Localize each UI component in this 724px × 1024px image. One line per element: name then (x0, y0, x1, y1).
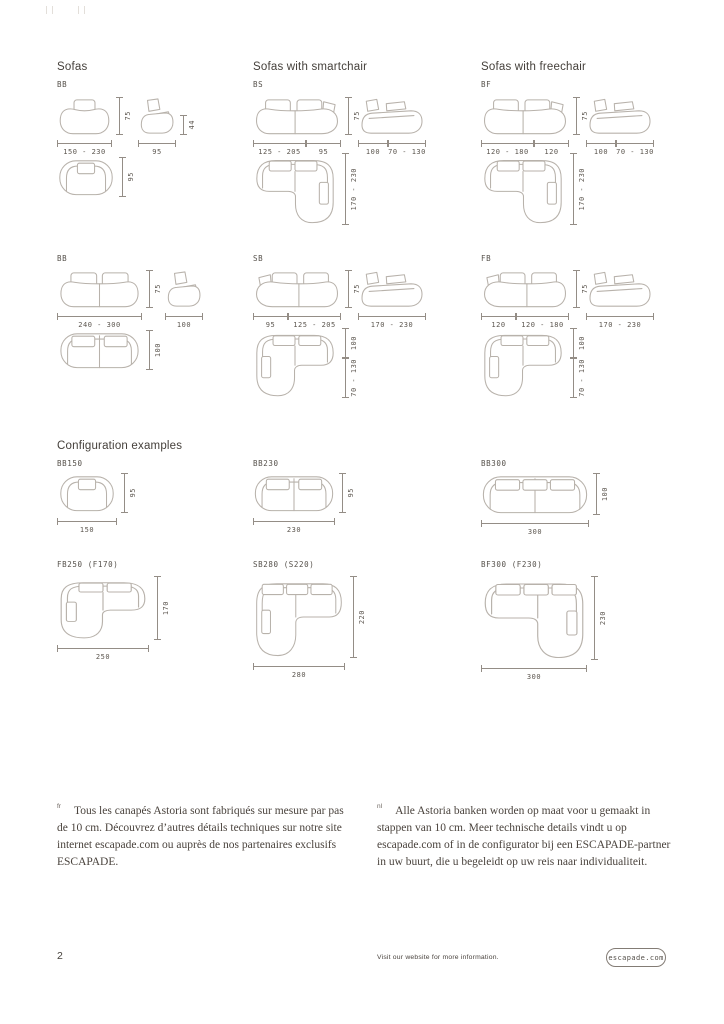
footnote-dutch (377, 798, 679, 871)
width-dimension: 230 (253, 521, 335, 534)
model-code-bb2: BB (57, 254, 68, 263)
depth-dimension: 95 (122, 157, 135, 197)
sofa-side-drawing (358, 270, 426, 310)
width-dimension: 100 (358, 143, 388, 156)
sofa-top-drawing (57, 473, 117, 513)
sofa-side-drawing (586, 270, 654, 310)
width-dimension: 120 (534, 143, 569, 156)
width-dimension: 120 (481, 316, 516, 329)
depth-dimension: 70 - 130 (345, 358, 358, 398)
corner-sofa-top-drawing (253, 153, 337, 225)
footnote-dutch-text: Alle Astoria banken worden op maat voor u gemaakt in stappen van 10 cm. Meer technische details vindt u op escapade.com of in de configurator bij een ESCAPADE-partner in uw buurt, die u begeleidt op uw reis naar individualiteit. (377, 805, 671, 868)
depth-dimension: 95 (124, 473, 137, 513)
sofa-top-drawing (481, 473, 589, 515)
sofa-front-drawing (253, 97, 341, 137)
footer-note: Visit our website for more information. (377, 954, 499, 961)
width-dimension: 150 (57, 521, 117, 534)
height-dimension: 75 (119, 97, 132, 135)
footnote-french-text: Tous les canapés Astoria sont fabriqués sur mesure par pas de 10 cm. Découvrez d’autres détails techniques sur notre site internet escapade.com ou auprès de nos partenaires exclusifs ESCAPADE. (57, 805, 344, 868)
config-code-bb230: BB230 (253, 459, 279, 468)
sofa-front-drawing (253, 270, 341, 310)
sofa-side-drawing (358, 97, 426, 137)
corner-sofa-top-drawing (253, 576, 345, 658)
width-dimension: 280 (253, 666, 345, 679)
language-tag-fr: fr (57, 803, 61, 810)
sofa-top-drawing (57, 157, 115, 197)
height-dimension: 75 (149, 270, 162, 308)
width-dimension: 250 (57, 648, 149, 661)
width-dimension: 170 - 230 (586, 316, 654, 329)
depth-dimension: 70 - 130 (573, 358, 586, 398)
width-dimension: 70 - 130 (616, 143, 654, 156)
corner-sofa-top-drawing (481, 328, 565, 398)
sofa-front-drawing (481, 97, 569, 137)
depth-dimension: 220 (353, 576, 366, 658)
depth-dimension: 100 (345, 328, 358, 358)
section-title-freechair: Sofas with freechair (481, 61, 586, 73)
width-dimension: 300 (481, 523, 589, 536)
height-dimension: 75 (348, 270, 361, 308)
config-code-fb250: FB250 (F170) (57, 560, 119, 569)
config-code-bb300: BB300 (481, 459, 507, 468)
width-dimension: 240 - 300 (57, 316, 142, 329)
corner-sofa-top-drawing (481, 576, 587, 660)
width-dimension: 95 (306, 143, 341, 156)
width-dimension: 170 - 230 (358, 316, 426, 329)
depth-dimension: 170 (157, 576, 170, 640)
depth-dimension: 170 - 230 (573, 153, 586, 225)
model-code-bb: BB (57, 80, 68, 89)
model-code-sb: SB (253, 254, 264, 263)
footnote-french (57, 798, 353, 871)
width-dimension: 95 (138, 143, 176, 156)
section-title-smartchair: Sofas with smartchair (253, 61, 368, 73)
sofa-side-drawing (165, 270, 203, 310)
config-code-bf300: BF300 (F230) (481, 560, 543, 569)
sofa-side-drawing (138, 97, 176, 137)
width-dimension: 125 - 205 (253, 143, 306, 156)
height-dimension: 75 (348, 97, 361, 135)
width-dimension: 95 (253, 316, 288, 329)
depth-dimension: 170 - 230 (345, 153, 358, 225)
corner-sofa-top-drawing (253, 328, 337, 398)
language-tag-nl: nl (377, 803, 383, 810)
depth-dimension: 95 (342, 473, 355, 513)
width-dimension: 100 (165, 316, 203, 329)
page-number: 2 (57, 950, 63, 962)
sofa-top-drawing (57, 330, 142, 370)
width-dimension: 300 (481, 668, 587, 681)
corner-sofa-top-drawing (57, 576, 149, 640)
sofa-front-drawing (57, 270, 142, 310)
model-code-bs: BS (253, 80, 264, 89)
sofa-front-drawing (481, 270, 569, 310)
section-title-config: Configuration examples (57, 440, 183, 452)
depth-dimension: 230 (594, 576, 607, 660)
corner-sofa-top-drawing (481, 153, 565, 225)
sofa-side-drawing (586, 97, 654, 137)
width-dimension: 100 (586, 143, 616, 156)
height-dimension: 75 (576, 97, 589, 135)
width-dimension: 125 - 205 (288, 316, 341, 329)
model-code-fb: FB (481, 254, 492, 263)
website-button[interactable]: escapade.com (606, 948, 666, 967)
config-code-bb150: BB150 (57, 459, 83, 468)
depth-dimension: 100 (149, 330, 162, 370)
config-code-sb280: SB280 (S220) (253, 560, 315, 569)
depth-dimension: 100 (573, 328, 586, 358)
sofa-top-drawing (253, 473, 335, 513)
section-title-sofas: Sofas (57, 61, 88, 73)
height-dimension: 75 (576, 270, 589, 308)
model-code-bf: BF (481, 80, 492, 89)
sofa-front-drawing (57, 97, 112, 137)
width-dimension: 70 - 130 (388, 143, 426, 156)
height-dimension: 44 (183, 115, 196, 135)
width-dimension: 150 - 230 (57, 143, 112, 156)
depth-dimension: 100 (596, 473, 609, 515)
width-dimension: 120 - 180 (481, 143, 534, 156)
width-dimension: 120 - 180 (516, 316, 569, 329)
